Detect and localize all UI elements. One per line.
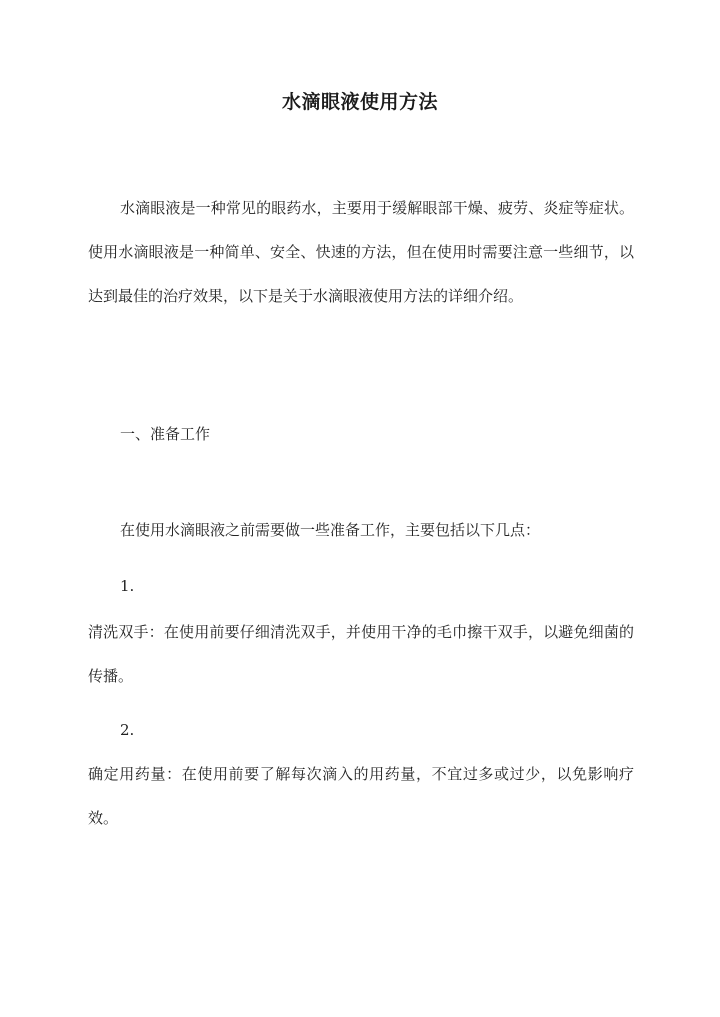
intro-paragraph: 水滴眼液是一种常见的眼药水，主要用于缓解眼部干燥、疲劳、炎症等症状。使用水滴眼液是一种简单、安全、快速的方法，但在使用时需要注意一些细节，以达到最佳的治疗效果，以下是关于水滴眼液使用方法的详细介绍。 (88, 199, 634, 305)
section-lead-paragraph: 在使用水滴眼液之前需要做一些准备工作，主要包括以下几点： (120, 521, 541, 539)
item-number: 2. (120, 721, 135, 739)
item-text: 确定用药量：在使用前要了解每次滴入的用药量，不宜过多或过少，以免影响疗效。 (88, 765, 634, 827)
section-heading: 一、准备工作 (120, 425, 211, 443)
item-text: 清洗双手：在使用前要仔细清洗双手，并使用干净的毛巾擦干双手，以避免细菌的传播。 (88, 623, 634, 685)
document-title: 水滴眼液使用方法 (281, 91, 438, 113)
item-number: 1. (120, 577, 135, 595)
